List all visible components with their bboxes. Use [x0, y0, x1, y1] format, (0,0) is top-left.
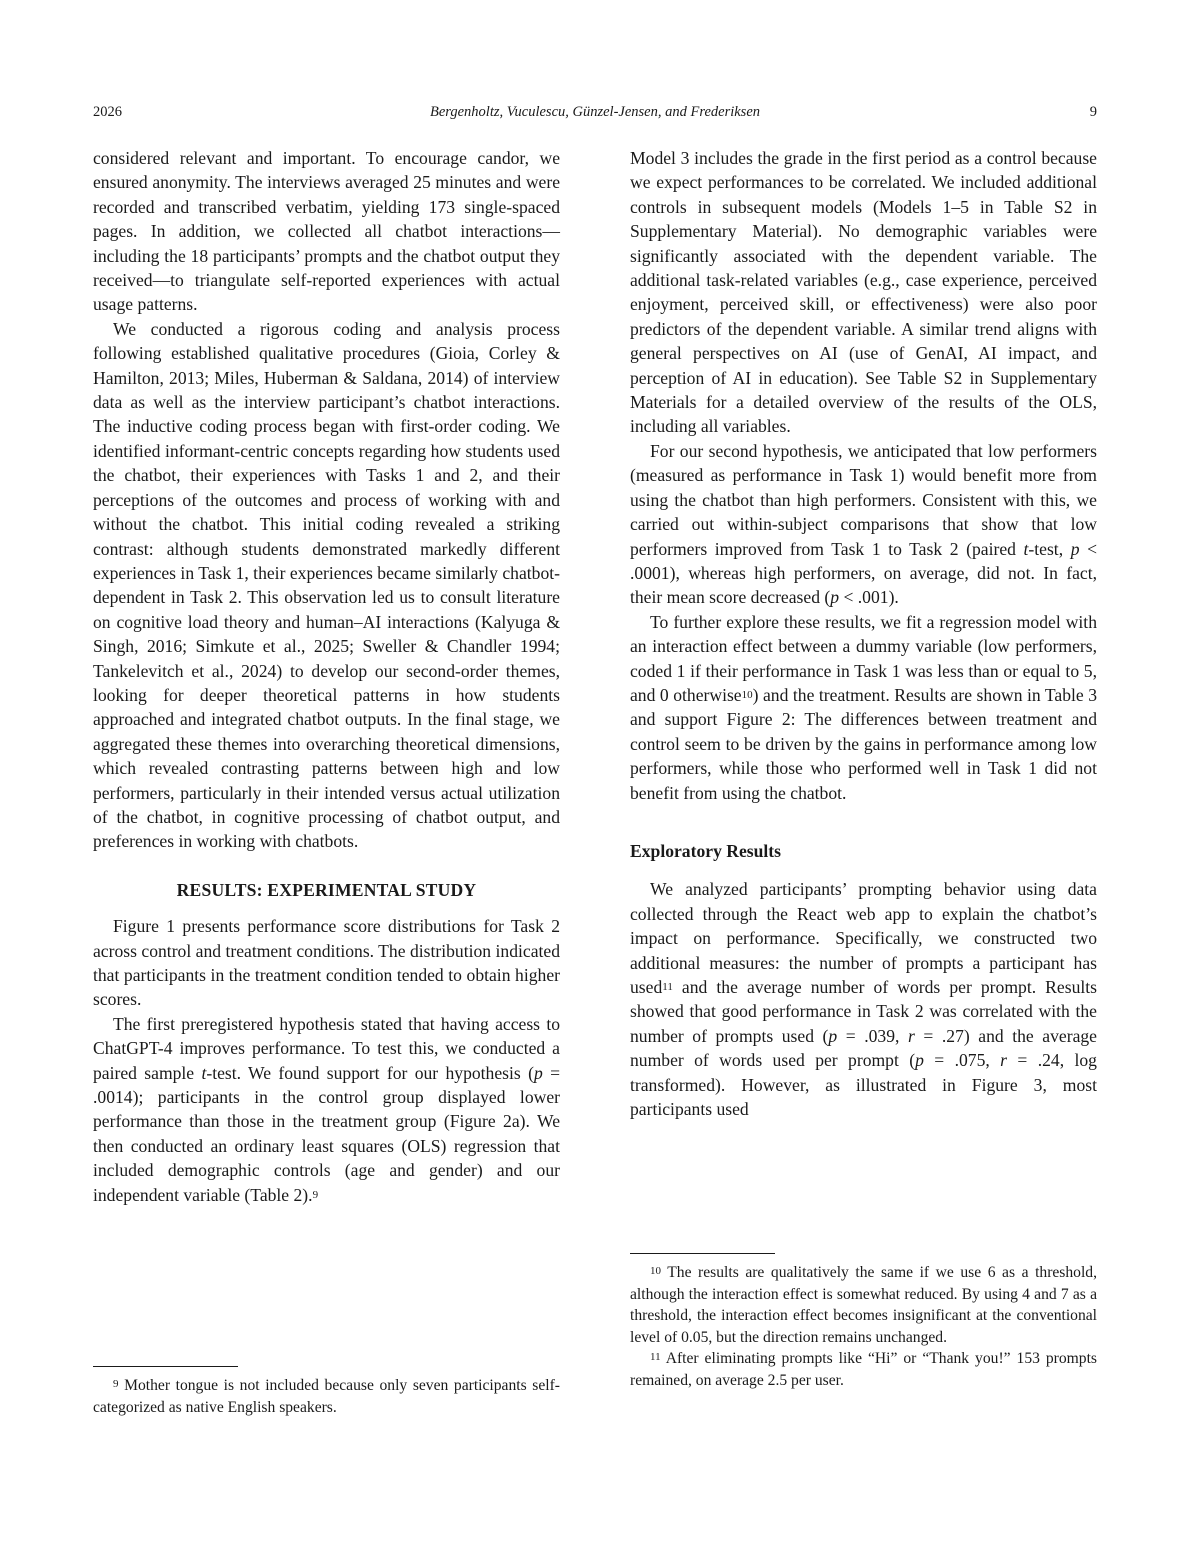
- italic-variable: r: [1000, 1050, 1008, 1071]
- section-heading: RESULTS: EXPERIMENTAL STUDY: [176, 879, 477, 900]
- running-header: [93, 104, 1097, 124]
- footnote-text: Mother tongue is not included because only seven participants self-categorized as native English speakers.: [93, 1377, 560, 1416]
- text-run: = .0014); participants in the control group displayed lower performance than those in the treatment group (Figure 2a). We then conducted an ordinary least squares (OLS) regression that included demographic controls (age and gender) and our independent variable (Table 2).: [93, 1062, 560, 1205]
- italic-variable: p: [915, 1050, 924, 1071]
- footnote-number: 9: [113, 1378, 119, 1390]
- text-run: -test. We found support for our hypothesis (: [206, 1062, 534, 1083]
- paragraph: Model 3 includes the grade in the first period as a control because we expect performances to be correlated. We included additional controls in subsequent models (Models 1–5 in Table S2 in Supplementary Material). No demographic variables were significantly associated with the dependent variable. The additional task-related variables (e.g., case experience, perceived enjoyment, perceived skill, or effectiveness) were also poor predictors of the dependent variable. A similar trend aligns with general perspectives on AI (use of GenAI, AI impact, and perception of AI in education). See Table S2 in Supplementary Materials for a detailed overview of the results of the OLS, including all variables.: [630, 148, 1097, 437]
- text-run: = .039,: [837, 1025, 908, 1046]
- text-run: and the average number of words per prompt. Results showed that good performance in Task 2 was correlated with the number of prompts used (: [630, 977, 1097, 1046]
- paragraph: We conducted a rigorous coding and analysis process following established qualitative procedures (Gioia, Corley & Hamilton, 2013; Miles, Huberman & Saldana, 2014) of interview data as well as the interview participant’s chatbot interactions. The inductive coding process began with first-order coding. We identified informant-centric concepts regarding how students used the chatbot, their experiences with Tasks 1 and 2, and their perceptions of the outcomes and process of working with and without the chatbot. This initial coding revealed a striking contrast: although students demonstrated markedly different experiences in Task 1, their experiences became similarly chatbot-dependent in Task 2. This observation led us to consult literature on cognitive load theory and human–AI interactions (Kalyuga & Singh, 2016; Simkute et al., 2025; Sweller & Chandler 1994; Tankelevitch et al., 2024) to develop our second-order themes, looking for deeper theoretical patterns in how students approached and integrated chatbot outputs. In the final stage, we aggregated these themes into overarching theoretical dimensions, which revealed contrasting patterns between high and low performers, particularly in their intended versus actual utilization of the chatbot, in cognitive processing of chatbot output, and preferences in working with chatbots.: [93, 318, 560, 852]
- italic-variable: r: [907, 1025, 915, 1046]
- italic-variable: p: [533, 1062, 543, 1083]
- text-run: = .075,: [923, 1050, 1001, 1071]
- italic-variable: p: [1070, 538, 1080, 559]
- footnote: [93, 1375, 560, 1418]
- footnote-ref[interactable]: 10: [741, 688, 753, 701]
- text-run: To further explore these results, we fit a regression model with an interaction effect between a dummy variable (low performers, coded 1 if their performance in Task 1 was less than or equal to 5, and 0 otherwise: [630, 611, 1097, 705]
- italic-variable: p: [828, 1025, 838, 1046]
- right-column: [630, 146, 1097, 1121]
- text-run: ) and the treatment. Results are shown in Table 3 and support Figure 2: The differences between treatment and control seem to be driven by the gains in performance among low performers, while those who performed well in Task 1 did not benefit from using the chatbot.: [630, 684, 1097, 803]
- paragraph: considered relevant and important. To encourage candor, we ensured anonymity. The interviews averaged 25 minutes and were recorded and transcribed verbatim, yielding 173 single-spaced pages. In addition, we collected all chatbot interactions—including the 18 participants’ prompts and the chatbot output they received—to triangulate self-reported experiences with actual usage patterns.: [93, 148, 560, 315]
- footnote: [630, 1262, 1097, 1348]
- left-column: [93, 146, 560, 1207]
- text-run: = .27) and the average number of words used per prompt (: [630, 1025, 1097, 1071]
- footnote-ref[interactable]: 11: [662, 981, 673, 993]
- footnote-rule: [93, 1366, 238, 1367]
- paragraph: [93, 1012, 560, 1207]
- text-run: The first preregistered hypothesis stated that having access to ChatGPT-4 improves performance. To test this, we conducted a paired sample: [93, 1013, 560, 1083]
- text-run: < .0001), whereas high performers, on average, did not. In fact, their mean score decreased (: [630, 538, 1097, 608]
- footnote-number: 10: [650, 1265, 661, 1277]
- page-number: 9: [1089, 104, 1097, 120]
- footnote: [630, 1348, 1097, 1391]
- running-authors: Bergenholtz, Vuculescu, Günzel-Jensen, and Frederiksen: [429, 104, 761, 120]
- italic-variable: t: [1023, 538, 1029, 559]
- text-run: < .001).: [839, 587, 899, 608]
- footnote-rule: [630, 1253, 775, 1254]
- text-run: We analyzed participants’ prompting behavior using data collected through the React web app to explain the chatbot’s impact on performance. Specifically, we constructed two additional measures: the number of prompts a participant has used: [630, 879, 1097, 997]
- paragraph: [630, 610, 1097, 805]
- footnote-text: After eliminating prompts like “Hi” or “Thank you!” 153 prompts remained, on average 2.5 per user.: [630, 1350, 1097, 1389]
- footnotes-right: [630, 1253, 1097, 1391]
- paragraph: [630, 439, 1097, 610]
- footnote-ref[interactable]: 9: [312, 1188, 319, 1201]
- footnotes-left: [93, 1366, 560, 1418]
- italic-variable: t: [201, 1062, 207, 1083]
- paragraph: Figure 1 presents performance score distributions for Task 2 across control and treatment conditions. The distribution indicated that participants in the treatment condition tended to obtain higher scores.: [93, 916, 560, 1010]
- italic-variable: p: [830, 587, 840, 608]
- text-run: For our second hypothesis, we anticipated that low performers (measured as performance in Task 1) would benefit more from using the chatbot than high performers. Consistent with this, we carried out within-subject comparisons that show that low performers improved from Task 1 to Task 2 (paired: [630, 440, 1097, 559]
- journal-year: 2026: [93, 104, 122, 120]
- text-run: = .24, log transformed). However, as illustrated in Figure 3, most participants used: [630, 1050, 1097, 1120]
- text-run: -test,: [1028, 538, 1071, 559]
- footnote-text: The results are qualitatively the same if we use 6 as a threshold, although the interaction effect is somewhat reduced. By using 4 and 7 as a threshold, the interaction effect becomes insignificant at the conventional level of 0.05, but the direction remains unchanged.: [630, 1264, 1097, 1346]
- paragraph: [630, 877, 1097, 1121]
- footnote-number: 11: [650, 1351, 661, 1363]
- subsection-heading: Exploratory Results: [630, 840, 782, 861]
